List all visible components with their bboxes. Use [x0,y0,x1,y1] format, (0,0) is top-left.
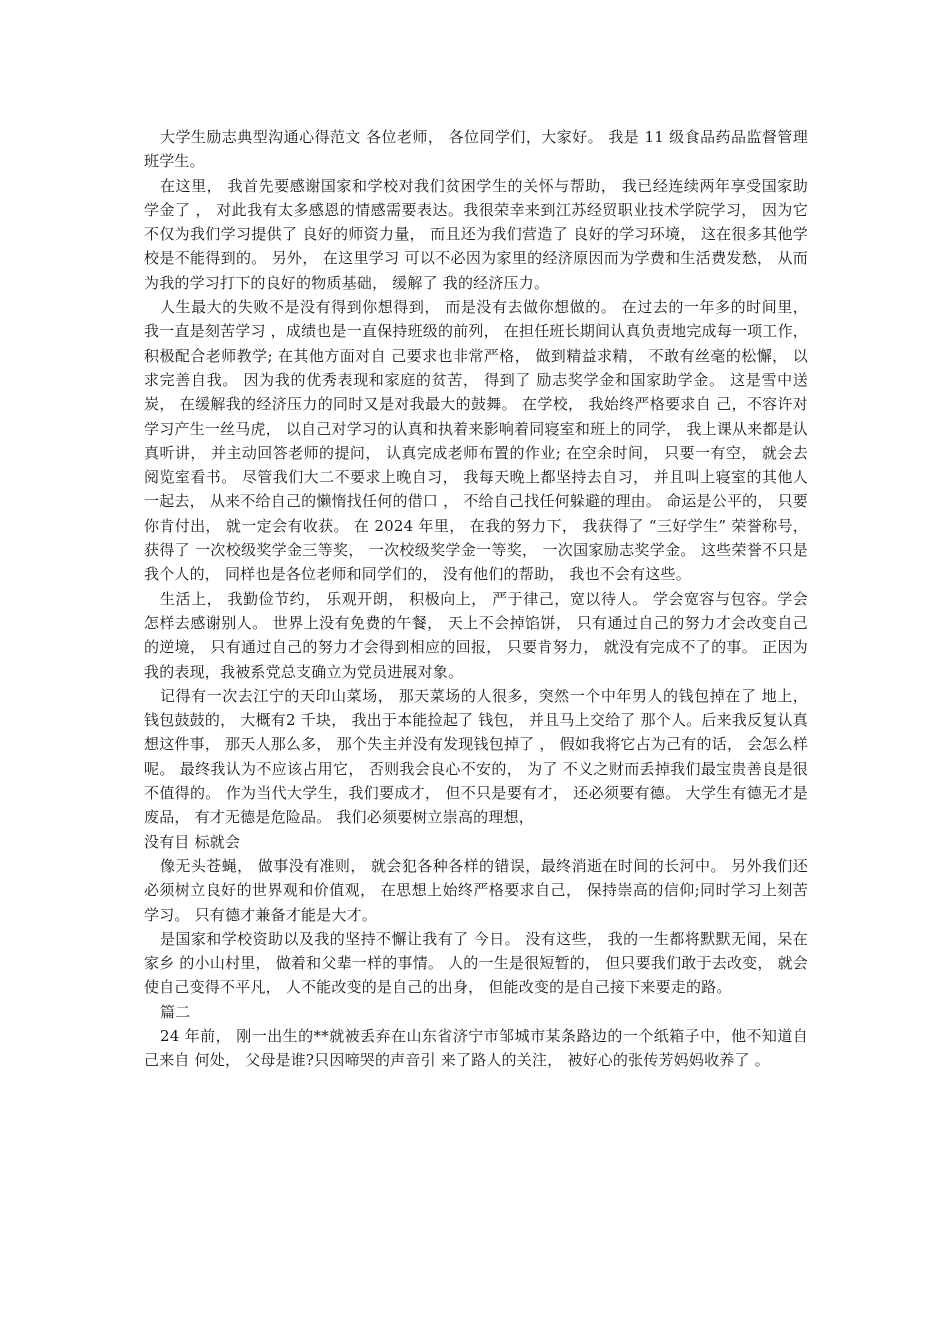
paragraph-conclusion: 是国家和学校资助以及我的坚持不懈让我有了 今日。 没有这些， 我的一生都将默默无闻，呆在家乡 的小山村里， 做着和父辈一样的事情。 人的一生是很短暂的， 但只要我们敢于去改变， 就会使自己变得不平凡， 人不能改变的是自己的出身， 但能改变的是自己接下来要走的路。 [144,929,808,997]
paragraph-values: 像无头苍蝇， 做事没有准则， 就会犯各种各样的错误，最终消逝在时间的长河中。 另外我们还必须树立良好的世界观和价值观， 在思想上始终严格要求自己， 保持崇高的信仰;同时学习上刻苦学习。 只有德才兼备才能是大才。 [144,856,808,924]
paragraph-wallet-story: 记得有一次去江宁的天印山菜场， 那天菜场的人很多，突然一个中年男人的钱包掉在了 地上， 钱包鼓鼓的， 大概有2 千块， 我出于本能捡起了 钱包， 并且马上交给了 那个人。后来我反复认真想这件事， 那天人那么多， 那个失主并没有发现钱包掉了 ， 假如我将它占为己有的话， 会怎么样呢。 最终我认为不应该占用它， 否则我会良心不安的， 为了 不义之财而丢掉我们最宝贵善良是很不值得的。 作为当代大学生，我们要成才， 但不只是要有才， 还必须要有德。 大学生有德无才是废品， 有才无德是危险品。 我们必须要树立崇高的理想， [144,686,808,827]
paragraph-intro: 大学生励志典型沟通心得范文 各位老师， 各位同学们，大家好。 我是 11 级食品药品监督管理班学生。 [144,128,808,171]
document-body [144,125,808,1073]
paragraph-life: 生活上， 我勤俭节约， 乐观开朗， 积极向上， 严于律己，宽以待人。 学会宽容与包容。学会怎样去感谢别人。 世界上没有免费的午餐， 天上不会掉馅饼， 只有通过自己的努力才会改变自己的逆境， 只有通过自己的努力才会得到相应的回报， 只要肯努力， 就没有完成不了的事。 正因为我的表现，我被系党总支确立为党员进展对象。 [144,589,808,681]
paragraph-part-two: 24 年前， 刚一出生的**就被丢弃在山东省济宁市邹城市某条路边的一个纸箱子中，他不知道自 己来自 何处， 父母是谁?只因啼哭的声音引 来了路人的关注， 被好心的张传芳妈妈收养了 。 [144,1026,808,1070]
paragraph-gratitude: 在这里， 我首先要感谢国家和学校对我们贫困学生的关怀与帮助， 我已经连续两年享受国家助学金了 ， 对此我有太多感恩的情感需要表达。我很荣幸来到江苏经贸职业技术学院学习， 因为它不仅为我们学习提供了 良好的师资力量， 而且还为我们营造了 良好的学习环境， 这在很多其他学校是不能得到的。 另外， 在这里学习 可以不必因为家里的经济原因而为学费和生活费发愁， 从而为我的学习打下的良好的物质基础， 缓解了 我的经济压力。 [144,176,808,292]
section-heading-part-two: 篇二 [160,1002,191,1021]
paragraph-fragment: 没有目 标就会 [144,832,241,851]
paragraph-study: 人生最大的失败不是没有得到你想得到， 而是没有去做你想做的。 在过去的一年多的时间里， 我一直是刻苦学习 ，成绩也是一直保持班级的前列， 在担任班长期间认真负责地完成每一项工作， 积极配合老师教学; 在其他方面对自 己要求也非常严格， 做到精益求精， 不敢有丝毫的松懈， 以求完善自我。 因为我的优秀表现和家庭的贫苦， 得到了 励志奖学金和国家助学金。 这是雪中送炭， 在缓解我的经济压力的同时又是对我最大的鼓舞。 在学校， 我始终严格要求自 己，不容许对学习产生一丝马虎， 以自己对学习的认真和执着来影响着同寝室和班上的同学， 我上课从来都是认真听讲， 并主动回答老师的提问， 认真完成老师布置的作业; 在空余时间， 只要一有空， 就会去阅览室看书。 尽管我们大二不要求上晚自习， 我每天晚上都坚持去自习， 并且叫上寝室的其他人一起去， 从来不给自己的懒惰找任何的借口 ， 不给自己找任何躲避的理由。 命运是公平的， 只要你肯付出， 就一定会有收获。 在 2024 年里， 在我的努力下， 我获得了 “三好学生” 荣誉称号， 获得了 一次校级奖学金三等奖， 一次校级奖学金一等奖， 一次国家励志奖学金。 这些荣誉不只是我个人的， 同样也是各位老师和同学们的， 没有他们的帮助， 我也不会有这些。 [144,298,808,584]
